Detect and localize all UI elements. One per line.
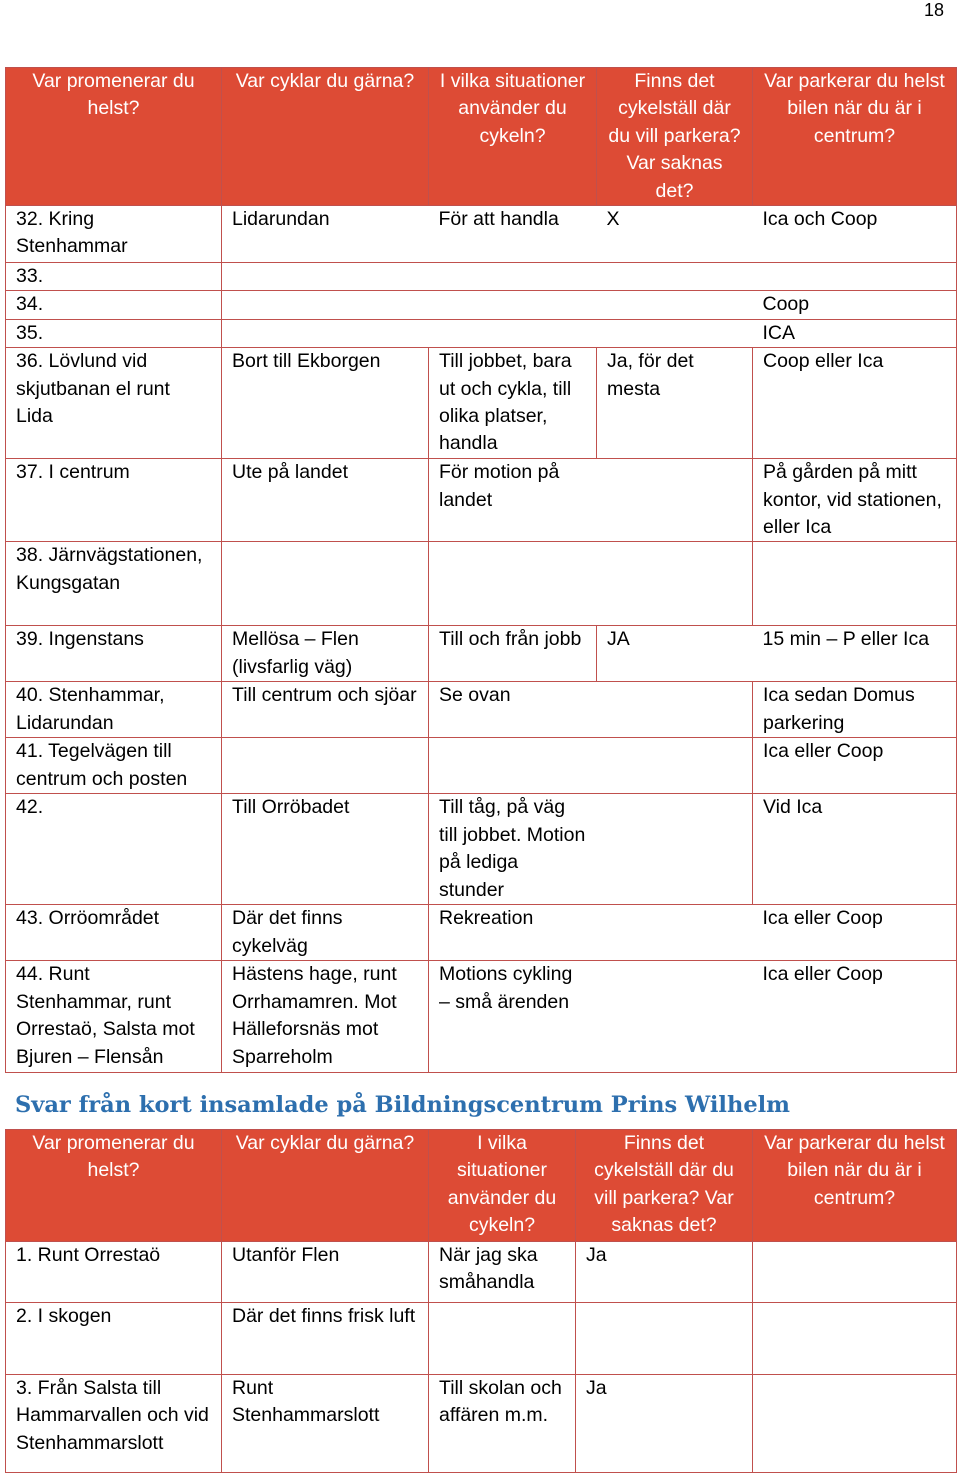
table-cell <box>222 542 429 626</box>
table-cell <box>222 291 429 319</box>
table-row <box>6 1303 957 1375</box>
table-row <box>6 626 957 682</box>
table-cell: Ica eller Coop <box>753 961 957 1073</box>
table-cell: Ja <box>576 1242 753 1303</box>
table-cell <box>576 1303 753 1375</box>
table-cell <box>753 1303 957 1375</box>
table-cell <box>222 319 429 347</box>
table-cell <box>597 794 753 905</box>
table-cell: Coop eller Ica <box>753 348 957 459</box>
header-cycle: Var cyklar du gärna? <box>222 1130 429 1242</box>
table-cell <box>429 319 597 347</box>
table-cell <box>597 905 753 961</box>
table-cell <box>429 291 597 319</box>
header-car-parking: Var parkerar du helst bilen när du är i centrum? <box>753 68 957 206</box>
table-cell <box>429 738 597 794</box>
table-row <box>6 738 957 794</box>
table-cell: Bort till Ekborgen <box>222 348 429 459</box>
table-row <box>6 1375 957 1473</box>
table-cell: Ica eller Coop <box>753 905 957 961</box>
table-cell: Coop <box>753 291 957 319</box>
table-cell: 36. Lövlund vid skjutbanan el runt Lida <box>6 348 222 459</box>
table-cell <box>222 738 429 794</box>
table-cell: 43. Orröområdet <box>6 905 222 961</box>
table-cell: För motion på landet <box>429 459 597 542</box>
table-cell <box>597 263 753 291</box>
table-cell <box>597 291 753 319</box>
table-cell <box>753 263 957 291</box>
table-cell: Ja, för det mesta <box>597 348 753 459</box>
table-row <box>6 542 957 626</box>
table-cell <box>429 263 597 291</box>
table-cell: Utanför Flen <box>222 1242 429 1303</box>
table-cell: Till jobbet, bara ut och cykla, till olika platser, handla <box>429 348 597 459</box>
table-row <box>6 319 957 347</box>
table-cell: Lidarundan <box>222 206 429 263</box>
table-cell: 41. Tegelvägen till centrum och posten <box>6 738 222 794</box>
table-cell: Runt Stenhammarslott <box>222 1375 429 1473</box>
header-walk: Var promenerar du helst? <box>6 1130 222 1242</box>
section-heading: Svar från kort insamlade på Bildningscentrum Prins Wilhelm <box>15 1092 790 1118</box>
table-cell: ICA <box>753 319 957 347</box>
table-row <box>6 291 957 319</box>
table-row <box>6 682 957 738</box>
table-cell: Där det finns frisk luft <box>222 1303 429 1375</box>
table-cell <box>597 682 753 738</box>
table-row <box>6 794 957 905</box>
survey-table-1 <box>5 67 957 1073</box>
table-cell: Där det finns cykelväg <box>222 905 429 961</box>
table-cell: För att handla <box>429 206 597 263</box>
table-row <box>6 1242 957 1303</box>
table-cell: Hästens hage, runt Orrhamamren. Mot Hälleforsnäs mot Sparreholm <box>222 961 429 1073</box>
table-cell: Till Orröbadet <box>222 794 429 905</box>
table-row <box>6 961 957 1073</box>
table-header-row <box>6 1130 957 1242</box>
table-cell: 3. Från Salsta till Hammarvallen och vid Stenhammarslott <box>6 1375 222 1473</box>
header-situations: I vilka situationer använder du cykeln? <box>429 68 597 206</box>
header-bike-rack: Finns det cykelställ där du vill parkera? Var saknas det? <box>576 1130 753 1242</box>
survey-table-2 <box>5 1129 957 1473</box>
table-row <box>6 348 957 459</box>
table-cell: 2. I skogen <box>6 1303 222 1375</box>
table-cell: 44. Runt Stenhammar, runt Orrestaö, Salsta mot Bjuren – Flensån <box>6 961 222 1073</box>
table-cell: Ica och Coop <box>753 206 957 263</box>
table-cell <box>753 1242 957 1303</box>
table-cell: 32. Kring Stenhammar <box>6 206 222 263</box>
table-cell: 1. Runt Orrestaö <box>6 1242 222 1303</box>
table-cell: Mellösa – Flen (livsfarlig väg) <box>222 626 429 682</box>
header-walk: Var promenerar du helst? <box>6 68 222 206</box>
table-cell <box>597 459 753 542</box>
table-cell: JA <box>597 626 753 682</box>
table-cell: Till och från jobb <box>429 626 597 682</box>
table-cell: Ica sedan Domus parkering <box>753 682 957 738</box>
table-cell: Till skolan och affären m.m. <box>429 1375 576 1473</box>
table-cell <box>597 542 753 626</box>
table-cell: 37. I centrum <box>6 459 222 542</box>
table-cell: Ja <box>576 1375 753 1473</box>
table-cell: 15 min – P eller Ica <box>753 626 957 682</box>
table-cell: Till centrum och sjöar <box>222 682 429 738</box>
table-cell: 38. Järnvägstationen, Kungsgatan <box>6 542 222 626</box>
table-cell <box>753 1375 957 1473</box>
table-cell: 34. <box>6 291 222 319</box>
table-row <box>6 206 957 263</box>
table-row <box>6 905 957 961</box>
table-cell: 35. <box>6 319 222 347</box>
table-cell <box>597 319 753 347</box>
table-cell <box>597 738 753 794</box>
table-cell: 42. <box>6 794 222 905</box>
table-row <box>6 263 957 291</box>
table-cell: 39. Ingenstans <box>6 626 222 682</box>
header-situations: I vilka situationer använder du cykeln? <box>429 1130 576 1242</box>
table-cell: Ica eller Coop <box>753 738 957 794</box>
table-cell: X <box>597 206 753 263</box>
table-header-row <box>6 68 957 206</box>
table-cell: Till tåg, på väg till jobbet. Motion på lediga stunder <box>429 794 597 905</box>
table-cell: Se ovan <box>429 682 597 738</box>
table-cell <box>597 961 753 1073</box>
table-cell: Vid Ica <box>753 794 957 905</box>
header-bike-rack: Finns det cykelställ där du vill parkera? Var saknas det? <box>597 68 753 206</box>
table-cell: 40. Stenhammar, Lidarundan <box>6 682 222 738</box>
table-cell: På gården på mitt kontor, vid stationen, eller Ica <box>753 459 957 542</box>
table-cell: När jag ska småhandla <box>429 1242 576 1303</box>
table-cell <box>429 1303 576 1375</box>
table-cell: Motions cykling – små ärenden <box>429 961 597 1073</box>
table-cell <box>222 263 429 291</box>
table-cell: 33. <box>6 263 222 291</box>
header-cycle: Var cyklar du gärna? <box>222 68 429 206</box>
table-cell: Rekreation <box>429 905 597 961</box>
table-cell: Ute på landet <box>222 459 429 542</box>
table-cell <box>753 542 957 626</box>
header-car-parking: Var parkerar du helst bilen när du är i centrum? <box>753 1130 957 1242</box>
page-number: 18 <box>923 0 944 20</box>
table-cell <box>429 542 597 626</box>
table-row <box>6 459 957 542</box>
